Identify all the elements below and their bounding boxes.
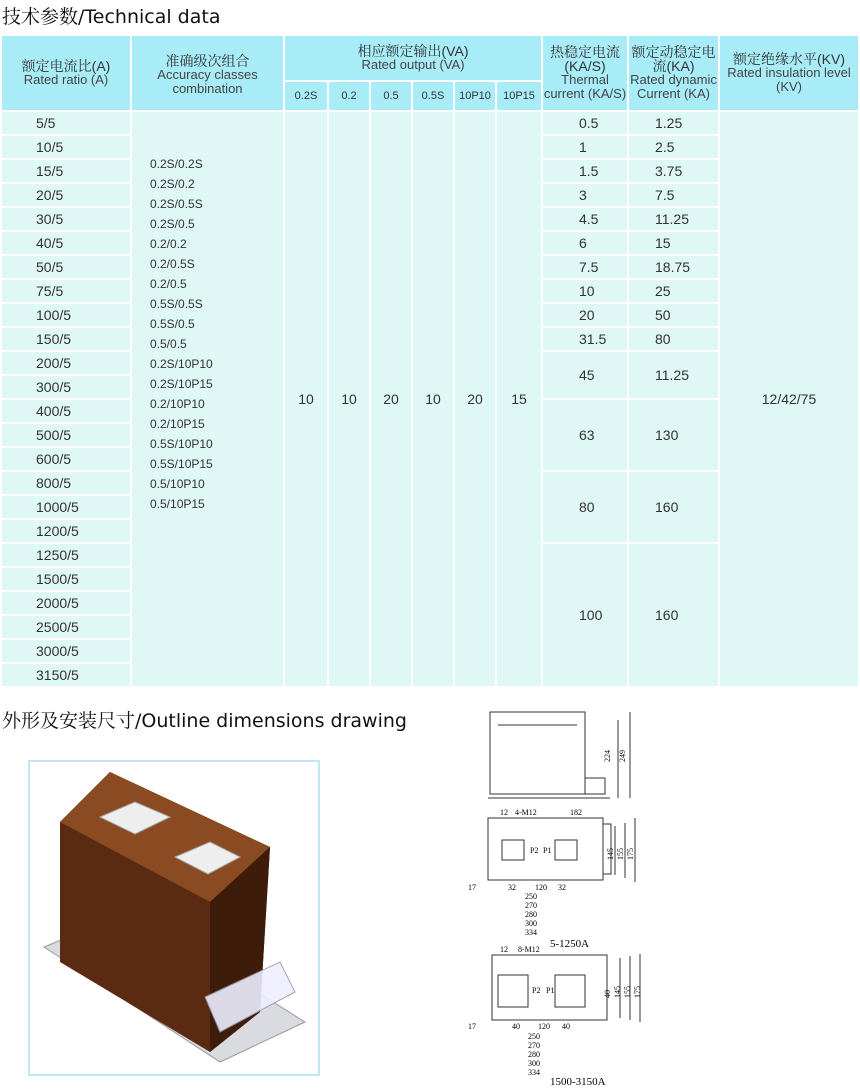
header-accuracy-cn: 准确级次组合 bbox=[165, 53, 250, 69]
dimension-label: 145 bbox=[606, 848, 615, 860]
thermal-cell: 4.5 bbox=[543, 208, 627, 230]
table-body bbox=[2, 112, 858, 686]
dynamic-cell: 130 bbox=[629, 400, 718, 470]
thermal-cell: 6 bbox=[543, 232, 627, 254]
caption-5-1250A: 5-1250A bbox=[550, 938, 590, 950]
accuracy-item: 0.5S/10P15 bbox=[150, 457, 213, 471]
header-thermal-en: Thermal current (KA/S) bbox=[543, 72, 627, 101]
output-cell: 15 bbox=[497, 112, 541, 686]
header-insulation-cn: 额定绝缘水平(KV) bbox=[733, 51, 845, 67]
ratio-cell: 2000/5 bbox=[2, 592, 130, 614]
accuracy-item: 0.2S/0.5S bbox=[150, 197, 203, 211]
dimension-label: 182 bbox=[570, 808, 582, 817]
dynamic-cell: 2.5 bbox=[629, 136, 718, 158]
thermal-cell: 7.5 bbox=[543, 256, 627, 278]
dimension-label: 4-M12 bbox=[515, 808, 537, 817]
accuracy-item: 0.2/10P15 bbox=[150, 417, 205, 431]
accuracy-item: 0.5/0.5 bbox=[150, 337, 187, 351]
dimension-label: 40 bbox=[603, 990, 612, 998]
dynamic-cell: 15 bbox=[629, 232, 718, 254]
ratio-cell: 200/5 bbox=[2, 352, 130, 374]
dimension-label: 17 bbox=[468, 1022, 476, 1031]
dynamic-cell: 1.25 bbox=[629, 112, 718, 134]
dim-249: 249 bbox=[618, 750, 627, 762]
dynamic-cell: 160 bbox=[629, 472, 718, 542]
accuracy-item: 0.2S/10P15 bbox=[150, 377, 213, 391]
drawing-top1-labels bbox=[468, 808, 635, 937]
dynamic-cell: 7.5 bbox=[629, 184, 718, 206]
dynamic-cell: 3.75 bbox=[629, 160, 718, 182]
header-thermal-cn: 热稳定电流(KA/S) bbox=[550, 44, 620, 74]
thermal-cell: 100 bbox=[543, 544, 627, 686]
dimension-label: 334 bbox=[528, 1068, 540, 1077]
ratio-cell: 100/5 bbox=[2, 304, 130, 326]
ratio-cell: 150/5 bbox=[2, 328, 130, 350]
accuracy-item: 0.2S/0.2 bbox=[150, 177, 195, 191]
dimension-label: 120 bbox=[538, 1022, 550, 1031]
header-dynamic-en: Rated dynamic Current (KA) bbox=[630, 72, 717, 101]
accuracy-item: 0.2/0.2 bbox=[150, 237, 187, 251]
accuracy-item: 0.5S/0.5S bbox=[150, 297, 203, 311]
ratio-cell: 3150/5 bbox=[2, 664, 130, 686]
accuracy-item: 0.5S/0.5 bbox=[150, 317, 195, 331]
thermal-cell: 45 bbox=[543, 352, 627, 398]
ratio-cell: 400/5 bbox=[2, 400, 130, 422]
ratio-cell: 5/5 bbox=[2, 112, 130, 134]
dimension-label: 120 bbox=[535, 883, 547, 892]
dimension-label: P1 bbox=[543, 846, 552, 855]
header-dynamic-cn: 额定动稳定电流(KA) bbox=[631, 44, 716, 74]
thermal-cell: 3 bbox=[543, 184, 627, 206]
technical-data-title: 技术参数/Technical data bbox=[2, 6, 221, 28]
dimension-label: 250 bbox=[525, 892, 537, 901]
dimension-label: 270 bbox=[528, 1041, 540, 1050]
dimension-label: 155 bbox=[616, 848, 625, 860]
dynamic-cell: 18.75 bbox=[629, 256, 718, 278]
header-ratio-cn: 额定电流比(A) bbox=[21, 58, 111, 74]
thermal-cell: 80 bbox=[543, 472, 627, 542]
ratio-cell: 1200/5 bbox=[2, 520, 130, 542]
dimension-label: 280 bbox=[528, 1050, 540, 1059]
header-output-cn: 相应额定输出(VA) bbox=[357, 43, 469, 59]
ratio-cell: 500/5 bbox=[2, 424, 130, 446]
dimension-label: 145 bbox=[613, 986, 622, 998]
dimension-label: 250 bbox=[528, 1032, 540, 1041]
header-dynamic bbox=[629, 36, 718, 110]
header-output-0: 0.2S bbox=[285, 82, 327, 110]
dimension-label: 280 bbox=[525, 910, 537, 919]
output-cell: 20 bbox=[371, 112, 411, 686]
dimension-label: 32 bbox=[508, 883, 516, 892]
accuracy-item: 0.5/10P15 bbox=[150, 497, 205, 511]
dynamic-cell: 50 bbox=[629, 304, 718, 326]
thermal-cell: 10 bbox=[543, 280, 627, 302]
ratio-cell: 300/5 bbox=[2, 376, 130, 398]
accuracy-item: 0.2S/0.5 bbox=[150, 217, 195, 231]
dimension-label: 175 bbox=[633, 986, 642, 998]
transformer-image bbox=[30, 762, 318, 1074]
thermal-cell: 63 bbox=[543, 400, 627, 470]
dimension-label: 12 bbox=[500, 808, 508, 817]
header-output bbox=[285, 36, 541, 80]
header-accuracy bbox=[132, 36, 283, 110]
accuracy-item: 0.2/0.5 bbox=[150, 277, 187, 291]
header-output-1: 0.2 bbox=[329, 82, 369, 110]
header-output-3: 0.5S bbox=[413, 82, 453, 110]
dimension-label: 334 bbox=[525, 928, 537, 937]
header-ratio bbox=[2, 36, 130, 110]
ratio-cell: 50/5 bbox=[2, 256, 130, 278]
dynamic-cell: 11.25 bbox=[629, 208, 718, 230]
outline-drawing bbox=[460, 700, 660, 1092]
header-accuracy-en: Accuracy classes combination bbox=[157, 67, 258, 96]
ratio-cell: 75/5 bbox=[2, 280, 130, 302]
dimension-label: P2 bbox=[532, 986, 541, 995]
ratio-cell: 10/5 bbox=[2, 136, 130, 158]
ratio-cell: 1000/5 bbox=[2, 496, 130, 518]
ratio-cell: 800/5 bbox=[2, 472, 130, 494]
ratio-cell: 40/5 bbox=[2, 232, 130, 254]
ratio-cell: 20/5 bbox=[2, 184, 130, 206]
output-cell: 10 bbox=[413, 112, 453, 686]
dimension-label: 32 bbox=[558, 883, 566, 892]
header-output-5: 10P15 bbox=[497, 82, 541, 110]
output-cell: 20 bbox=[455, 112, 495, 686]
dynamic-cell: 160 bbox=[629, 544, 718, 686]
ratio-cell: 15/5 bbox=[2, 160, 130, 182]
thermal-cell: 0.5 bbox=[543, 112, 627, 134]
dynamic-cell: 80 bbox=[629, 328, 718, 350]
accuracy-item: 0.5S/10P10 bbox=[150, 437, 213, 451]
dimension-label: 270 bbox=[525, 901, 537, 910]
dimension-label: P2 bbox=[530, 846, 539, 855]
dynamic-cell: 25 bbox=[629, 280, 718, 302]
ratio-cell: 2500/5 bbox=[2, 616, 130, 638]
ratio-cell: 1250/5 bbox=[2, 544, 130, 566]
header-output-4: 10P10 bbox=[455, 82, 495, 110]
header-output-2: 0.5 bbox=[371, 82, 411, 110]
accuracy-item: 0.2S/0.2S bbox=[150, 157, 203, 171]
header-thermal bbox=[543, 36, 627, 110]
thermal-cell: 31.5 bbox=[543, 328, 627, 350]
dynamic-cell: 11.25 bbox=[629, 352, 718, 398]
ratio-cell: 3000/5 bbox=[2, 640, 130, 662]
dimension-label: P1 bbox=[546, 986, 555, 995]
header-insulation bbox=[720, 36, 858, 110]
table-row bbox=[2, 112, 858, 134]
ratio-cell: 30/5 bbox=[2, 208, 130, 230]
insulation-cell: 12/42/75 bbox=[720, 112, 858, 686]
dimension-label: 40 bbox=[562, 1022, 570, 1031]
header-insulation-en: Rated insulation level (KV) bbox=[727, 65, 851, 94]
accuracy-item: 0.2/0.5S bbox=[150, 257, 195, 271]
dimension-label: 12 bbox=[500, 945, 508, 954]
header-ratio-en: Rated ratio (A) bbox=[23, 72, 109, 87]
output-cell: 10 bbox=[285, 112, 327, 686]
thermal-cell: 1 bbox=[543, 136, 627, 158]
header-output-en: Rated output (VA) bbox=[361, 57, 465, 72]
dimension-label: 300 bbox=[528, 1059, 540, 1068]
dimension-label: 300 bbox=[525, 919, 537, 928]
drawing-top2-labels bbox=[468, 945, 642, 1077]
caption-1500-3150A: 1500-3150A bbox=[550, 1076, 606, 1087]
dimension-label: 175 bbox=[626, 848, 635, 860]
dimension-label: 8-M12 bbox=[518, 945, 540, 954]
ratio-cell: 600/5 bbox=[2, 448, 130, 470]
ratio-cell: 1500/5 bbox=[2, 568, 130, 590]
accuracy-item: 0.2/10P10 bbox=[150, 397, 205, 411]
dimension-label: 155 bbox=[623, 986, 632, 998]
dimension-label: 40 bbox=[512, 1022, 520, 1031]
product-photo bbox=[28, 760, 320, 1076]
accuracy-item: 0.5/10P10 bbox=[150, 477, 205, 491]
accuracy-item: 0.2S/10P10 bbox=[150, 357, 213, 371]
output-cell: 10 bbox=[329, 112, 369, 686]
dimension-label: 17 bbox=[468, 883, 476, 892]
outline-title: 外形及安装尺寸/Outline dimensions drawing bbox=[2, 710, 407, 732]
thermal-cell: 20 bbox=[543, 304, 627, 326]
accuracy-cell bbox=[132, 112, 283, 686]
dim-224: 224 bbox=[603, 750, 612, 762]
technical-data-table bbox=[0, 34, 860, 688]
thermal-cell: 1.5 bbox=[543, 160, 627, 182]
